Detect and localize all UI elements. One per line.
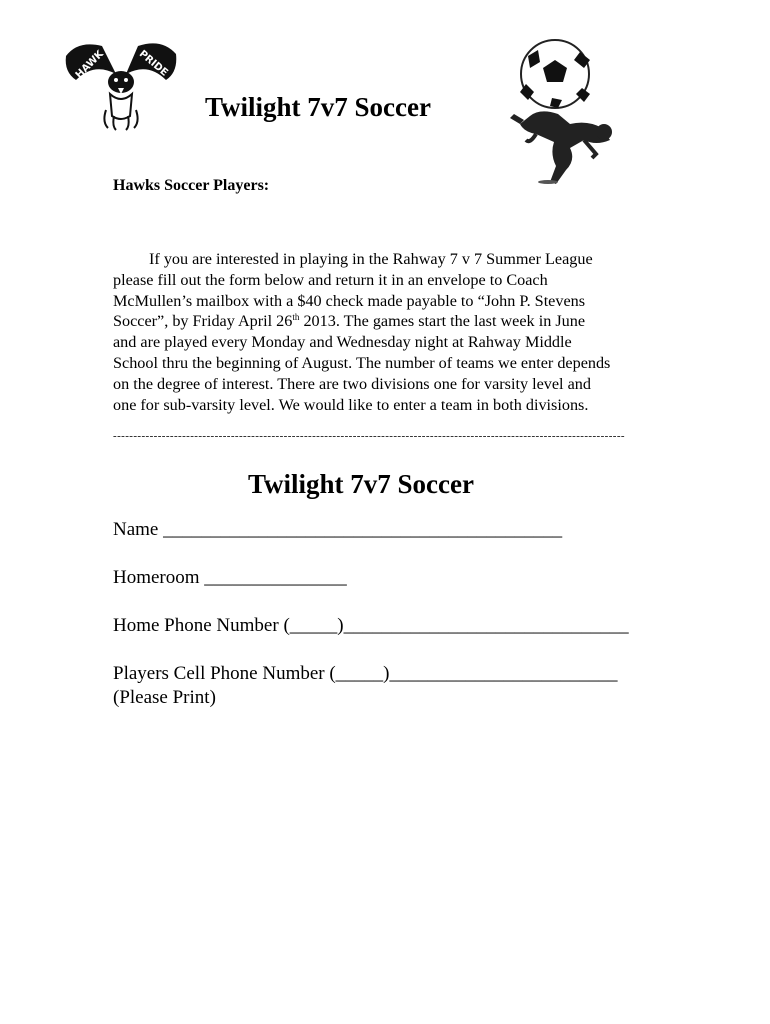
body-line: on the degree of interest. There are two divisions one for varsity level and: [113, 374, 591, 393]
body-line: and are played every Monday and Wednesday night at Rahway Middle: [113, 333, 572, 352]
please-print-note: (Please Print): [113, 687, 216, 708]
body-line: McMullen’s mailbox with a $40 check made payable to “John P. Stevens: [113, 291, 586, 310]
body-paragraph: [113, 249, 658, 415]
body-line: please fill out the form below and return it in an envelope to Coach: [113, 270, 548, 289]
cell-phone-field[interactable]: Players Cell Phone Number (_____)________________________: [113, 663, 618, 684]
page-title: Twilight 7v7 Soccer: [205, 92, 431, 122]
body-line: School thru the beginning of August. The number of teams we enter depends: [113, 353, 611, 372]
body-line-text: Soccer”, by Friday April 26: [113, 312, 293, 331]
logo-text-pride: PRIDE: [136, 48, 170, 79]
greeting-heading: Hawks Soccer Players:: [113, 177, 270, 194]
logo-text-hawk: HAWK: [73, 48, 106, 81]
home-phone-field[interactable]: Home Phone Number (_____)______________________________: [113, 615, 629, 636]
hawk-pride-logo: [58, 36, 184, 136]
ordinal-suffix: th: [292, 312, 300, 323]
hawk-emblem-icon: [58, 36, 184, 136]
form-title: Twilight 7v7 Soccer: [248, 469, 474, 499]
body-line: one for sub-varsity level. We would like to enter a team in both divisions.: [113, 395, 589, 414]
body-line: [113, 311, 658, 332]
body-line-text: 2013. The games start the last week in June: [299, 312, 586, 331]
cut-line-separator: ------------------------------------------------------------------------------------------------------------------------------: [113, 430, 625, 442]
soccer-player-illustration: [500, 36, 625, 186]
soccer-player-icon: [500, 36, 625, 186]
name-field[interactable]: Name __________________________________________: [113, 519, 563, 540]
homeroom-field[interactable]: Homeroom _______________: [113, 567, 347, 588]
body-line: If you are interested in playing in the Rahway 7 v 7 Summer League: [149, 250, 593, 268]
